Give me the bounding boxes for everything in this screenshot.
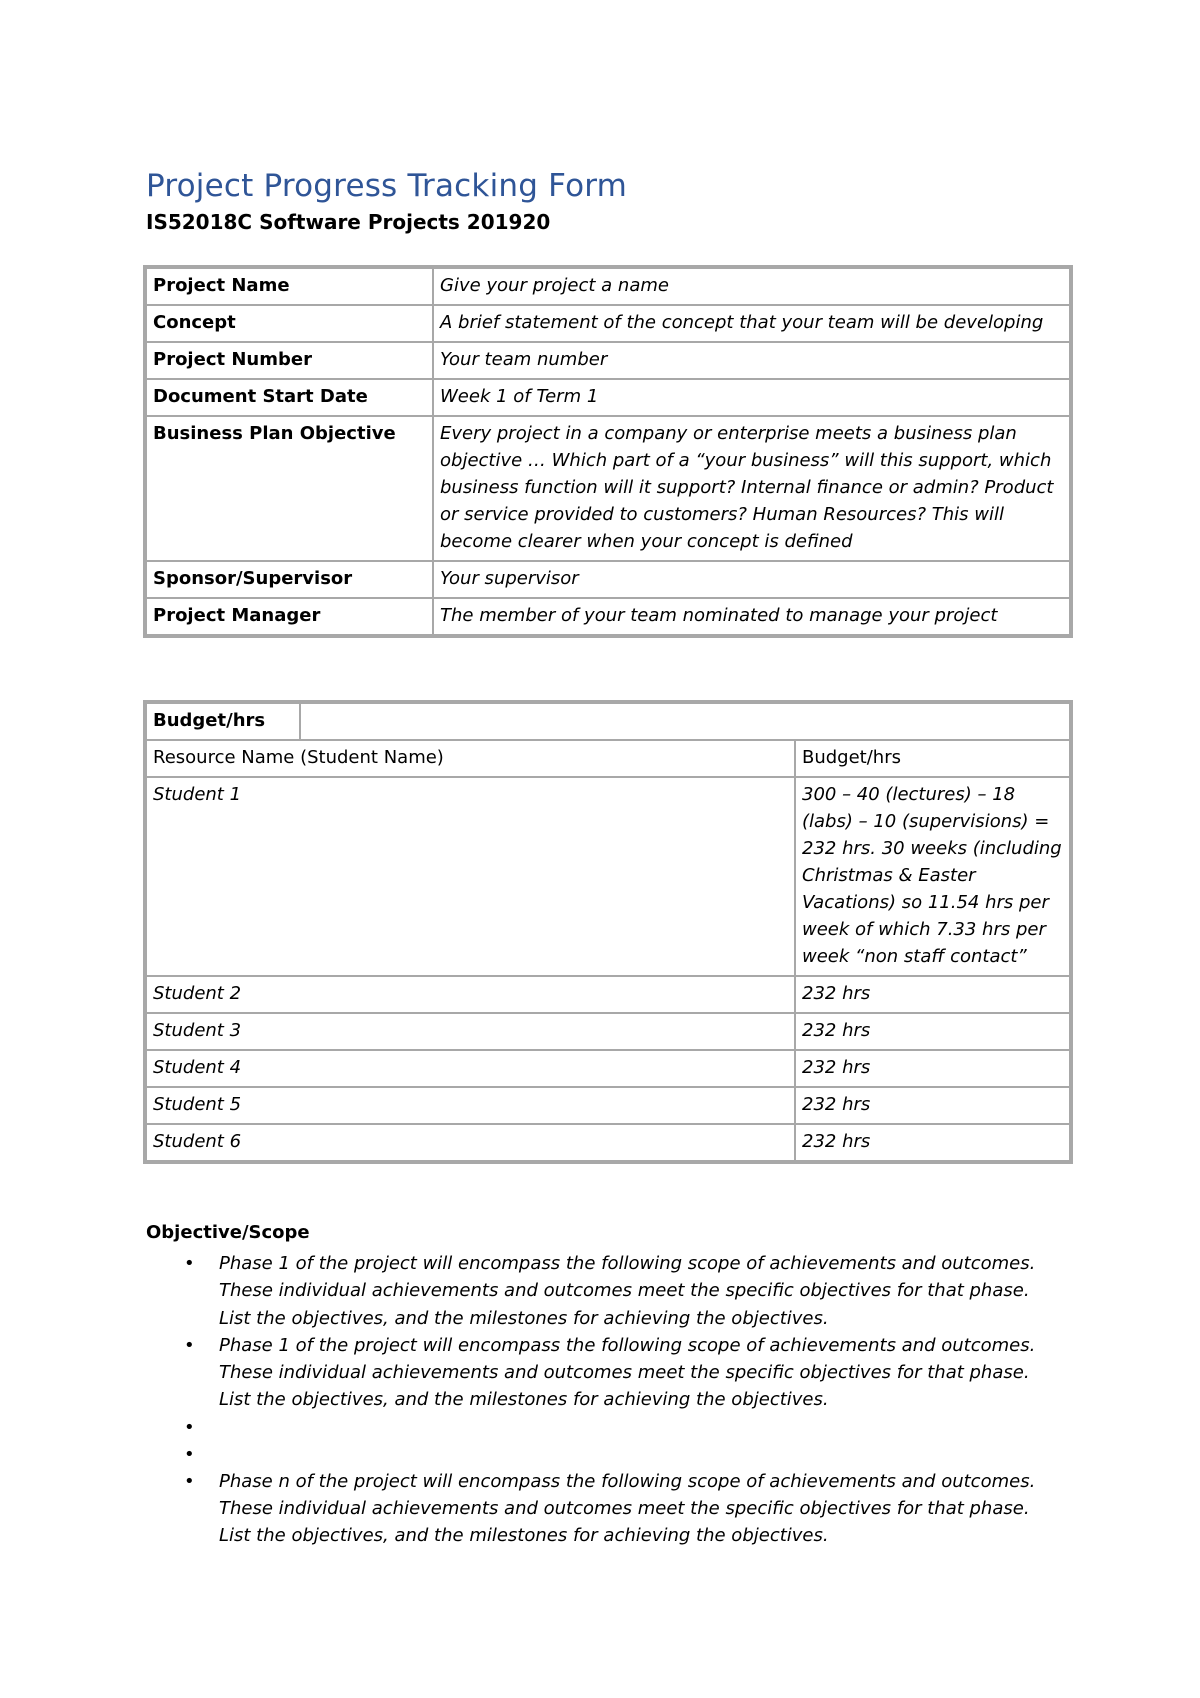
table-row (146, 598, 1070, 635)
objective-scope-list (146, 1250, 1066, 1550)
table-row (146, 561, 1070, 598)
table-row (146, 268, 1070, 305)
list-item (146, 1468, 1066, 1550)
student-name: Student 3 (146, 1013, 795, 1050)
objective-scope-heading: Objective/Scope (146, 1222, 310, 1243)
student-budget: 232 hrs (795, 976, 1070, 1013)
row-value: Your supervisor (433, 561, 1070, 598)
student-budget: 232 hrs (795, 1050, 1070, 1087)
student-budget: 300 – 40 (lectures) – 18 (labs) – 10 (supervisions) = 232 hrs. 30 weeks (including Christmas & Easter Vacations) so 11.54 hrs per week of which 7.33 hrs per week “non staff contact” (795, 777, 1070, 976)
page-title: Project Progress Tracking Form (146, 168, 628, 204)
row-value: Give your project a name (433, 268, 1070, 305)
table-row (146, 1013, 1070, 1050)
table-row (146, 777, 1070, 976)
table-row (146, 305, 1070, 342)
table-row (146, 1124, 1070, 1161)
student-budget: 232 hrs (795, 1013, 1070, 1050)
table-row (146, 379, 1070, 416)
project-info-table (143, 265, 1073, 638)
budget-table (143, 700, 1073, 1164)
student-name: Student 2 (146, 976, 795, 1013)
row-label: Project Manager (146, 598, 433, 635)
bullet-icon: • (184, 1443, 195, 1465)
list-item-text: Phase 1 of the project will encompass the following scope of achievements and outcomes. These individual achievements and outcomes meet the specific objectives for that phase. List the objectives, and the milestones for achieving the objectives. (219, 1253, 1036, 1329)
budget-title: Budget/hrs (146, 703, 300, 740)
student-name: Student 5 (146, 1087, 795, 1124)
bullet-icon: • (184, 1470, 195, 1492)
row-label: Concept (146, 305, 433, 342)
resource-name-header: Resource Name (Student Name) (146, 740, 795, 777)
row-label: Business Plan Objective (146, 416, 433, 561)
list-item-text: Phase n of the project will encompass the following scope of achievements and outcomes. These individual achievements and outcomes meet the specific objectives for that phase. List the objectives, and the milestones for achieving the objectives. (219, 1470, 1036, 1547)
table-row (146, 1087, 1070, 1124)
row-label: Document Start Date (146, 379, 433, 416)
budget-hours-header: Budget/hrs (795, 740, 1070, 777)
list-item (146, 1332, 1066, 1414)
student-budget: 232 hrs (795, 1124, 1070, 1161)
list-item (146, 1414, 1066, 1441)
budget-header-row (146, 740, 1070, 777)
row-value: Every project in a company or enterprise meets a business plan objective … Which part of a “your business” will this support, which business function will it support? Internal finance or admin? Product or service provided to customers? Human Resources? This will become clearer when your concept is defined (433, 416, 1070, 561)
student-name: Student 4 (146, 1050, 795, 1087)
student-name: Student 6 (146, 1124, 795, 1161)
row-value: A brief statement of the concept that your team will be developing (433, 305, 1070, 342)
bullet-icon: • (184, 1416, 195, 1438)
row-value: Week 1 of Term 1 (433, 379, 1070, 416)
budget-title-value (300, 703, 1070, 740)
student-budget: 232 hrs (795, 1087, 1070, 1124)
table-row (146, 342, 1070, 379)
row-label: Project Number (146, 342, 433, 379)
table-row (146, 976, 1070, 1013)
list-item (146, 1441, 1066, 1468)
table-row (146, 416, 1070, 561)
budget-title-row (146, 703, 1070, 740)
bullet-icon: • (184, 1334, 195, 1356)
table-row (146, 1050, 1070, 1087)
bullet-icon: • (184, 1253, 195, 1274)
student-name: Student 1 (146, 777, 795, 976)
row-label: Project Name (146, 268, 433, 305)
row-value: Your team number (433, 342, 1070, 379)
row-value: The member of your team nominated to manage your project (433, 598, 1070, 635)
page-subtitle: IS52018C Software Projects 201920 (146, 210, 551, 234)
list-item-text: Phase 1 of the project will encompass the following scope of achievements and outcomes. These individual achievements and outcomes meet the specific objectives for that phase. List the objectives, and the milestones for achieving the objectives. (219, 1334, 1036, 1411)
list-item (146, 1250, 1066, 1332)
row-label: Sponsor/Supervisor (146, 561, 433, 598)
